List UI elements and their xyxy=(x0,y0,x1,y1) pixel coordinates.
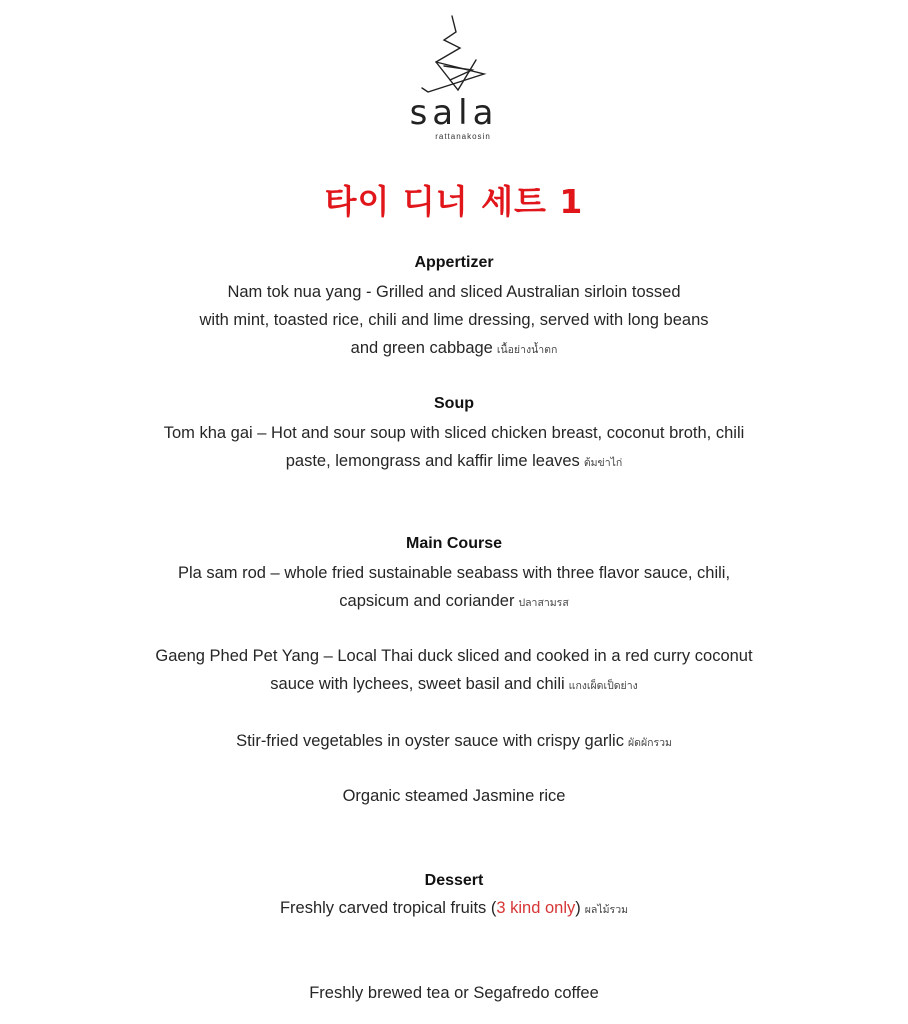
main-dish-3-thai-name: ผัดผักรวม xyxy=(627,737,672,749)
dessert-section xyxy=(0,871,908,924)
main-dish-2-thai-name: แกงเผ็ดเป็ดย่าง xyxy=(568,680,638,692)
main-dish-2-line-2-text: sauce with lychees, sweet basil and chili xyxy=(270,675,565,693)
drinks-line-1: Freshly brewed tea or Segafredo coffee xyxy=(309,984,599,1002)
dessert-text-before: Freshly carved tropical fruits ( xyxy=(279,899,497,917)
main-dish-3 xyxy=(0,727,908,757)
main-dish-1-line-2 xyxy=(0,587,908,617)
brand-name: sala xyxy=(409,93,499,133)
dessert-line-1 xyxy=(0,894,908,924)
soup-line-1: Tom kha gai – Hot and sour soup with sliced chicken breast, coconut broth, chili xyxy=(163,424,745,442)
sala-logo-mark-icon xyxy=(414,14,494,96)
logo xyxy=(0,14,908,142)
soup-heading: Soup xyxy=(434,395,474,412)
main-dish-1-line-2-text: capsicum and coriander xyxy=(339,592,515,610)
main-dish-2-line-2 xyxy=(0,670,908,700)
appetizer-line-3-text: and green cabbage xyxy=(350,339,493,357)
page-title: 타이 디너 세트 1 xyxy=(324,182,584,221)
appetizer-thai-name: เนื้อย่างน้ำตก xyxy=(496,344,558,356)
soup-thai-name: ต้มข่าไก่ xyxy=(583,457,623,469)
appetizer-line-1: Nam tok nua yang - Grilled and sliced Australian sirloin tossed xyxy=(227,283,681,301)
main-dish-4-line-1: Organic steamed Jasmine rice xyxy=(342,787,566,805)
appetizer-line-2: with mint, toasted rice, chili and lime dressing, served with long beans xyxy=(199,311,709,329)
main-course-heading: Main Course xyxy=(405,535,502,552)
appetizer-section xyxy=(0,253,908,364)
dessert-highlight: 3 kind only xyxy=(496,899,576,917)
soup-line-2 xyxy=(0,447,908,477)
brand-subtitle: rattanakosin xyxy=(435,132,491,141)
dessert-thai-name: ผลไม้รวม xyxy=(584,904,629,916)
main-dish-2 xyxy=(0,642,908,700)
main-dish-1-line-1: Pla sam rod – whole fried sustainable seabass with three flavor sauce, chili, xyxy=(177,564,731,582)
main-dish-3-text: Stir-fried vegetables in oyster sauce with crispy garlic xyxy=(236,732,624,750)
dessert-text-after: ) xyxy=(575,899,581,917)
main-dish-3-line-1 xyxy=(0,727,908,757)
appetizer-heading: Appertizer xyxy=(414,254,494,271)
soup-line-2-text: paste, lemongrass and kaffir lime leaves xyxy=(285,452,580,470)
main-dish-4 xyxy=(0,782,908,810)
main-course-section xyxy=(0,534,908,617)
soup-section xyxy=(0,394,908,477)
drinks-section xyxy=(0,979,908,1007)
appetizer-line-3 xyxy=(0,334,908,364)
dessert-heading: Dessert xyxy=(424,872,484,889)
main-dish-2-line-1: Gaeng Phed Pet Yang – Local Thai duck sliced and cooked in a red curry coconut xyxy=(155,647,753,665)
main-dish-1-thai-name: ปลาสามรส xyxy=(518,597,569,609)
